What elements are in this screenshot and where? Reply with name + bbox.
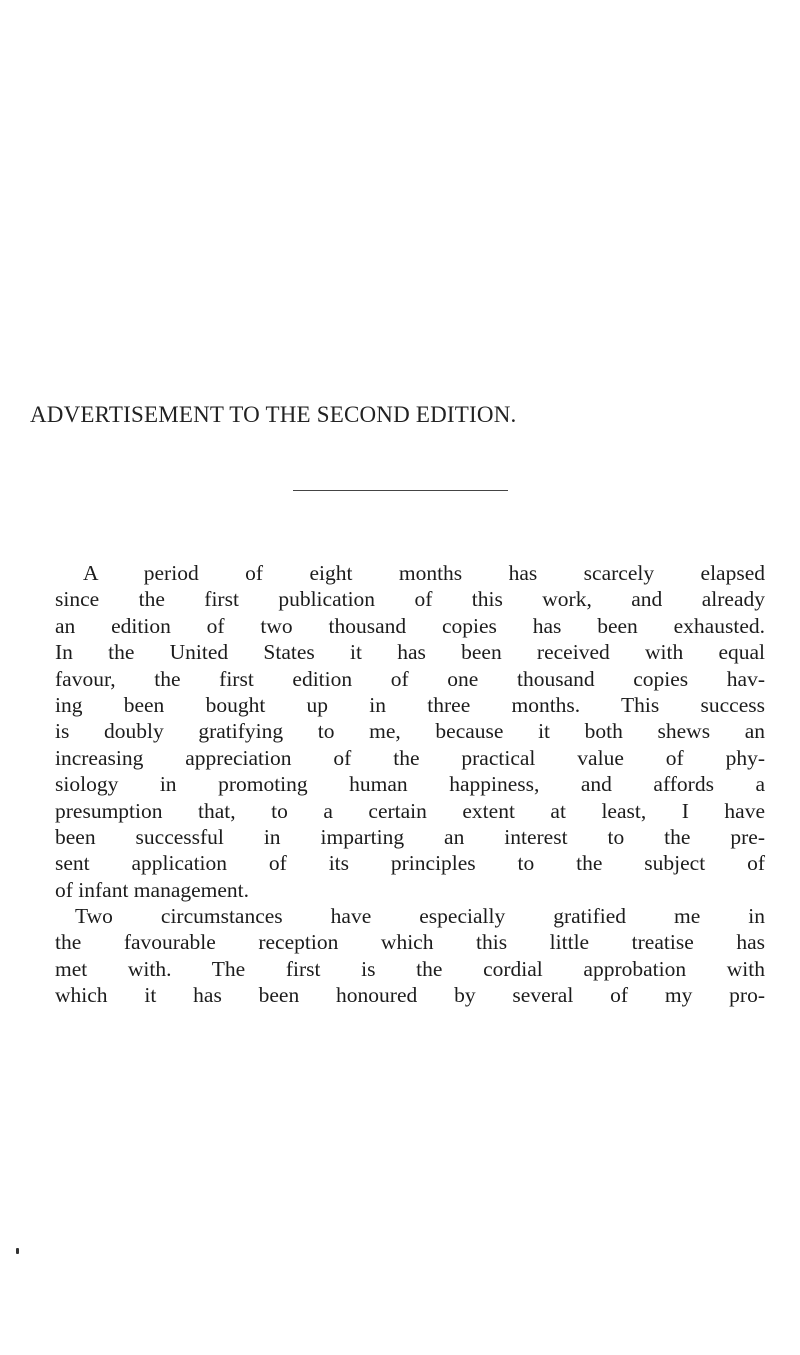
text-line: is doubly gratifying to me, because it both shews an [55,719,765,744]
text-line: increasing appreciation of the practical value of phy- [55,745,765,770]
page-heading: ADVERTISEMENT TO THE SECOND EDITION. [30,402,517,427]
text-line: which it has been honoured by several of my pro- [55,983,765,1008]
text-line: ing been bought up in three months. This success [55,692,765,717]
text-line: favour, the first edition of one thousand copies hav- [55,666,765,691]
text-line: of infant management. [55,877,250,902]
text-line: presumption that, to a certain extent at least, I have [55,798,765,823]
text-line: met with. The first is the cordial approbation with [55,956,765,981]
text-line: A period of eight months has scarcely elapsed [83,561,765,585]
text-line: Two circumstances have especially gratified me in [75,904,765,929]
text-line: since the first publication of this work, and already [55,587,765,612]
ink-speck [16,1248,19,1254]
body-text [55,560,765,1009]
text-line: been successful in imparting an interest to the pre- [55,824,765,849]
text-line: the favourable reception which this little treatise has [55,930,765,955]
text-line: sent application of its principles to the subject of [55,851,765,876]
text-line: In the United States it has been received with equal [55,640,765,665]
text-line: an edition of two thousand copies has been exhausted. [55,613,765,638]
text-line: siology in promoting human happiness, and affords a [55,772,765,797]
section-divider [293,490,508,491]
